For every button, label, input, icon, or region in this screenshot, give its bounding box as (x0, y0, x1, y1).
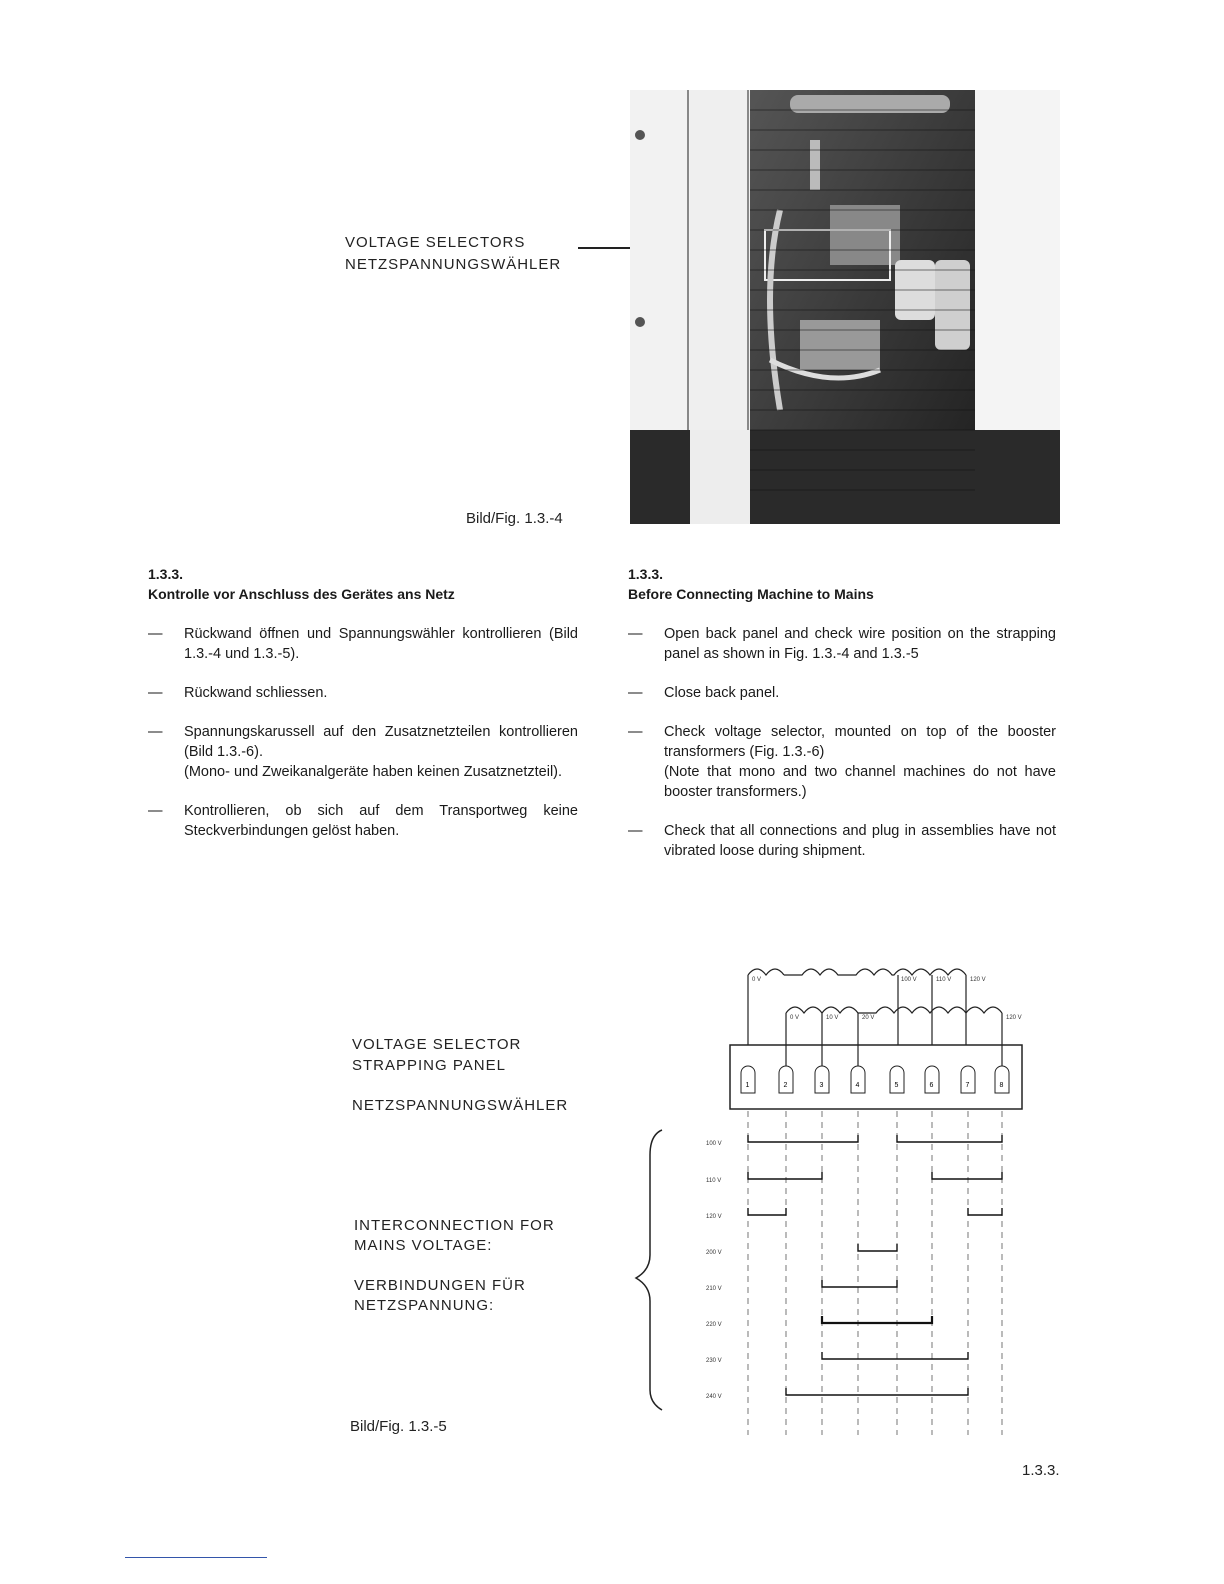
item-text: Check that all connections and plug in assemblies have not vibrated loose during shipment. (664, 823, 1056, 859)
voltage-selector-photo (630, 90, 1060, 524)
item-text: Check voltage selector, mounted on top of the booster transformers (Fig. 1.3.-6) (664, 724, 1056, 760)
pin-guides (748, 1111, 1002, 1435)
right-column (628, 566, 1056, 880)
right-section-number: 1.3.3. (628, 566, 664, 582)
upper-winding (748, 969, 966, 1045)
left-section-number: 1.3.3. (148, 566, 184, 582)
upper-label-100v: 100 V (901, 977, 917, 983)
pin-label: 8 (999, 1082, 1004, 1089)
pin (925, 1066, 939, 1093)
item-text: Kontrollieren, ob sich auf dem Transportweg keine Steckverbindungen gelöst haben. (184, 803, 578, 839)
left-section-title: Kontrolle vor Anschluss des Gerätes ans Netz (148, 586, 455, 602)
voltage-label: 120 V (706, 1214, 722, 1220)
footer-rule (125, 1557, 267, 1558)
dash: — (148, 724, 163, 740)
list-item (148, 801, 578, 841)
lower-label-10v: 10 V (826, 1015, 839, 1021)
fig1-label-en: VOLTAGE SELECTORS (345, 234, 526, 251)
dash: — (148, 685, 163, 701)
page-number: 1.3.3. (1022, 1462, 1060, 1479)
list-item (148, 722, 578, 782)
interconnect-de-line2: NETZSPANNUNG: (354, 1297, 495, 1314)
strapping-panel-diagram (620, 955, 1040, 1445)
voltage-label: 110 V (706, 1178, 722, 1184)
item-text: Rückwand schliessen. (184, 685, 328, 701)
item-text: Open back panel and check wire position on the strapping panel as shown in Fig. 1.3.-4 and 1.3.-5 (664, 626, 1056, 662)
lower-label-20v: 20 V (862, 1015, 875, 1021)
interconnect-de-line1: VERBINDUNGEN FÜR (354, 1277, 526, 1294)
pin (961, 1066, 975, 1093)
list-item (148, 683, 578, 703)
voltage-label: 230 V (706, 1358, 722, 1364)
pin-label: 6 (929, 1082, 934, 1089)
fig2-title-line2: STRAPPING PANEL (352, 1057, 506, 1074)
interconnect-en-line2: MAINS VOLTAGE: (354, 1237, 493, 1254)
voltage-label: 220 V (706, 1322, 722, 1328)
voltage-label: 200 V (706, 1250, 722, 1256)
dash: — (628, 685, 643, 701)
voltage-label: 210 V (706, 1286, 722, 1292)
list-item (148, 624, 578, 664)
left-column (148, 566, 578, 860)
pin (741, 1066, 755, 1093)
list-item (628, 683, 1056, 703)
pin (890, 1066, 904, 1093)
item-note: (Mono- und Zweikanalgeräte haben keinen Zusatznetzteil). (184, 764, 563, 780)
pin (815, 1066, 829, 1093)
item-text: Close back panel. (664, 685, 780, 701)
item-text: Spannungskarussell auf den Zusatznetzteilen kontrollieren (Bild 1.3.-6). (184, 724, 578, 760)
pin-label: 3 (819, 1082, 824, 1089)
dash: — (628, 823, 643, 839)
dash: — (148, 626, 163, 642)
fig2-caption: Bild/Fig. 1.3.-5 (350, 1418, 447, 1435)
dash: — (628, 626, 643, 642)
pin-label: 2 (783, 1082, 788, 1089)
dash: — (148, 803, 163, 819)
list-item (628, 821, 1056, 861)
voltage-label: 100 V (706, 1141, 722, 1147)
list-item (628, 722, 1056, 802)
lower-label-120v: 120 V (1006, 1015, 1022, 1021)
dash: — (628, 724, 643, 740)
right-section-title: Before Connecting Machine to Mains (628, 586, 874, 602)
item-note: (Note that mono and two channel machines do not have booster transformers.) (664, 764, 1056, 800)
upper-label-110v: 110 V (936, 977, 952, 983)
pin-row (741, 1066, 1009, 1093)
pin-label: 4 (855, 1082, 860, 1089)
upper-label-0v: 0 V (752, 977, 762, 983)
item-text: Rückwand öffnen und Spannungswähler kontrollieren (Bild 1.3.-4 und 1.3.-5). (184, 626, 578, 662)
upper-label-120v: 120 V (970, 977, 986, 983)
fig1-label-de: NETZSPANNUNGSWÄHLER (345, 256, 562, 273)
photo-illustration (630, 90, 1060, 524)
pin-label: 7 (965, 1082, 970, 1089)
strapping-panel (730, 1045, 1022, 1109)
left-checklist (148, 624, 578, 841)
fig1-caption: Bild/Fig. 1.3.-4 (466, 510, 563, 527)
pin-label: 1 (745, 1082, 750, 1089)
interconnect-en-line1: INTERCONNECTION FOR (354, 1217, 555, 1234)
right-checklist (628, 624, 1056, 861)
pin-label: 5 (894, 1082, 899, 1089)
voltage-label: 240 V (706, 1394, 722, 1400)
list-item (628, 624, 1056, 664)
fig2-title-line1: VOLTAGE SELECTOR (352, 1036, 522, 1053)
pin (995, 1066, 1009, 1093)
lower-label-0v: 0 V (790, 1015, 800, 1021)
pin (779, 1066, 793, 1093)
pin (851, 1066, 865, 1093)
brace-symbol (636, 1130, 662, 1410)
fig2-title-de: NETZSPANNUNGSWÄHLER (352, 1097, 569, 1114)
